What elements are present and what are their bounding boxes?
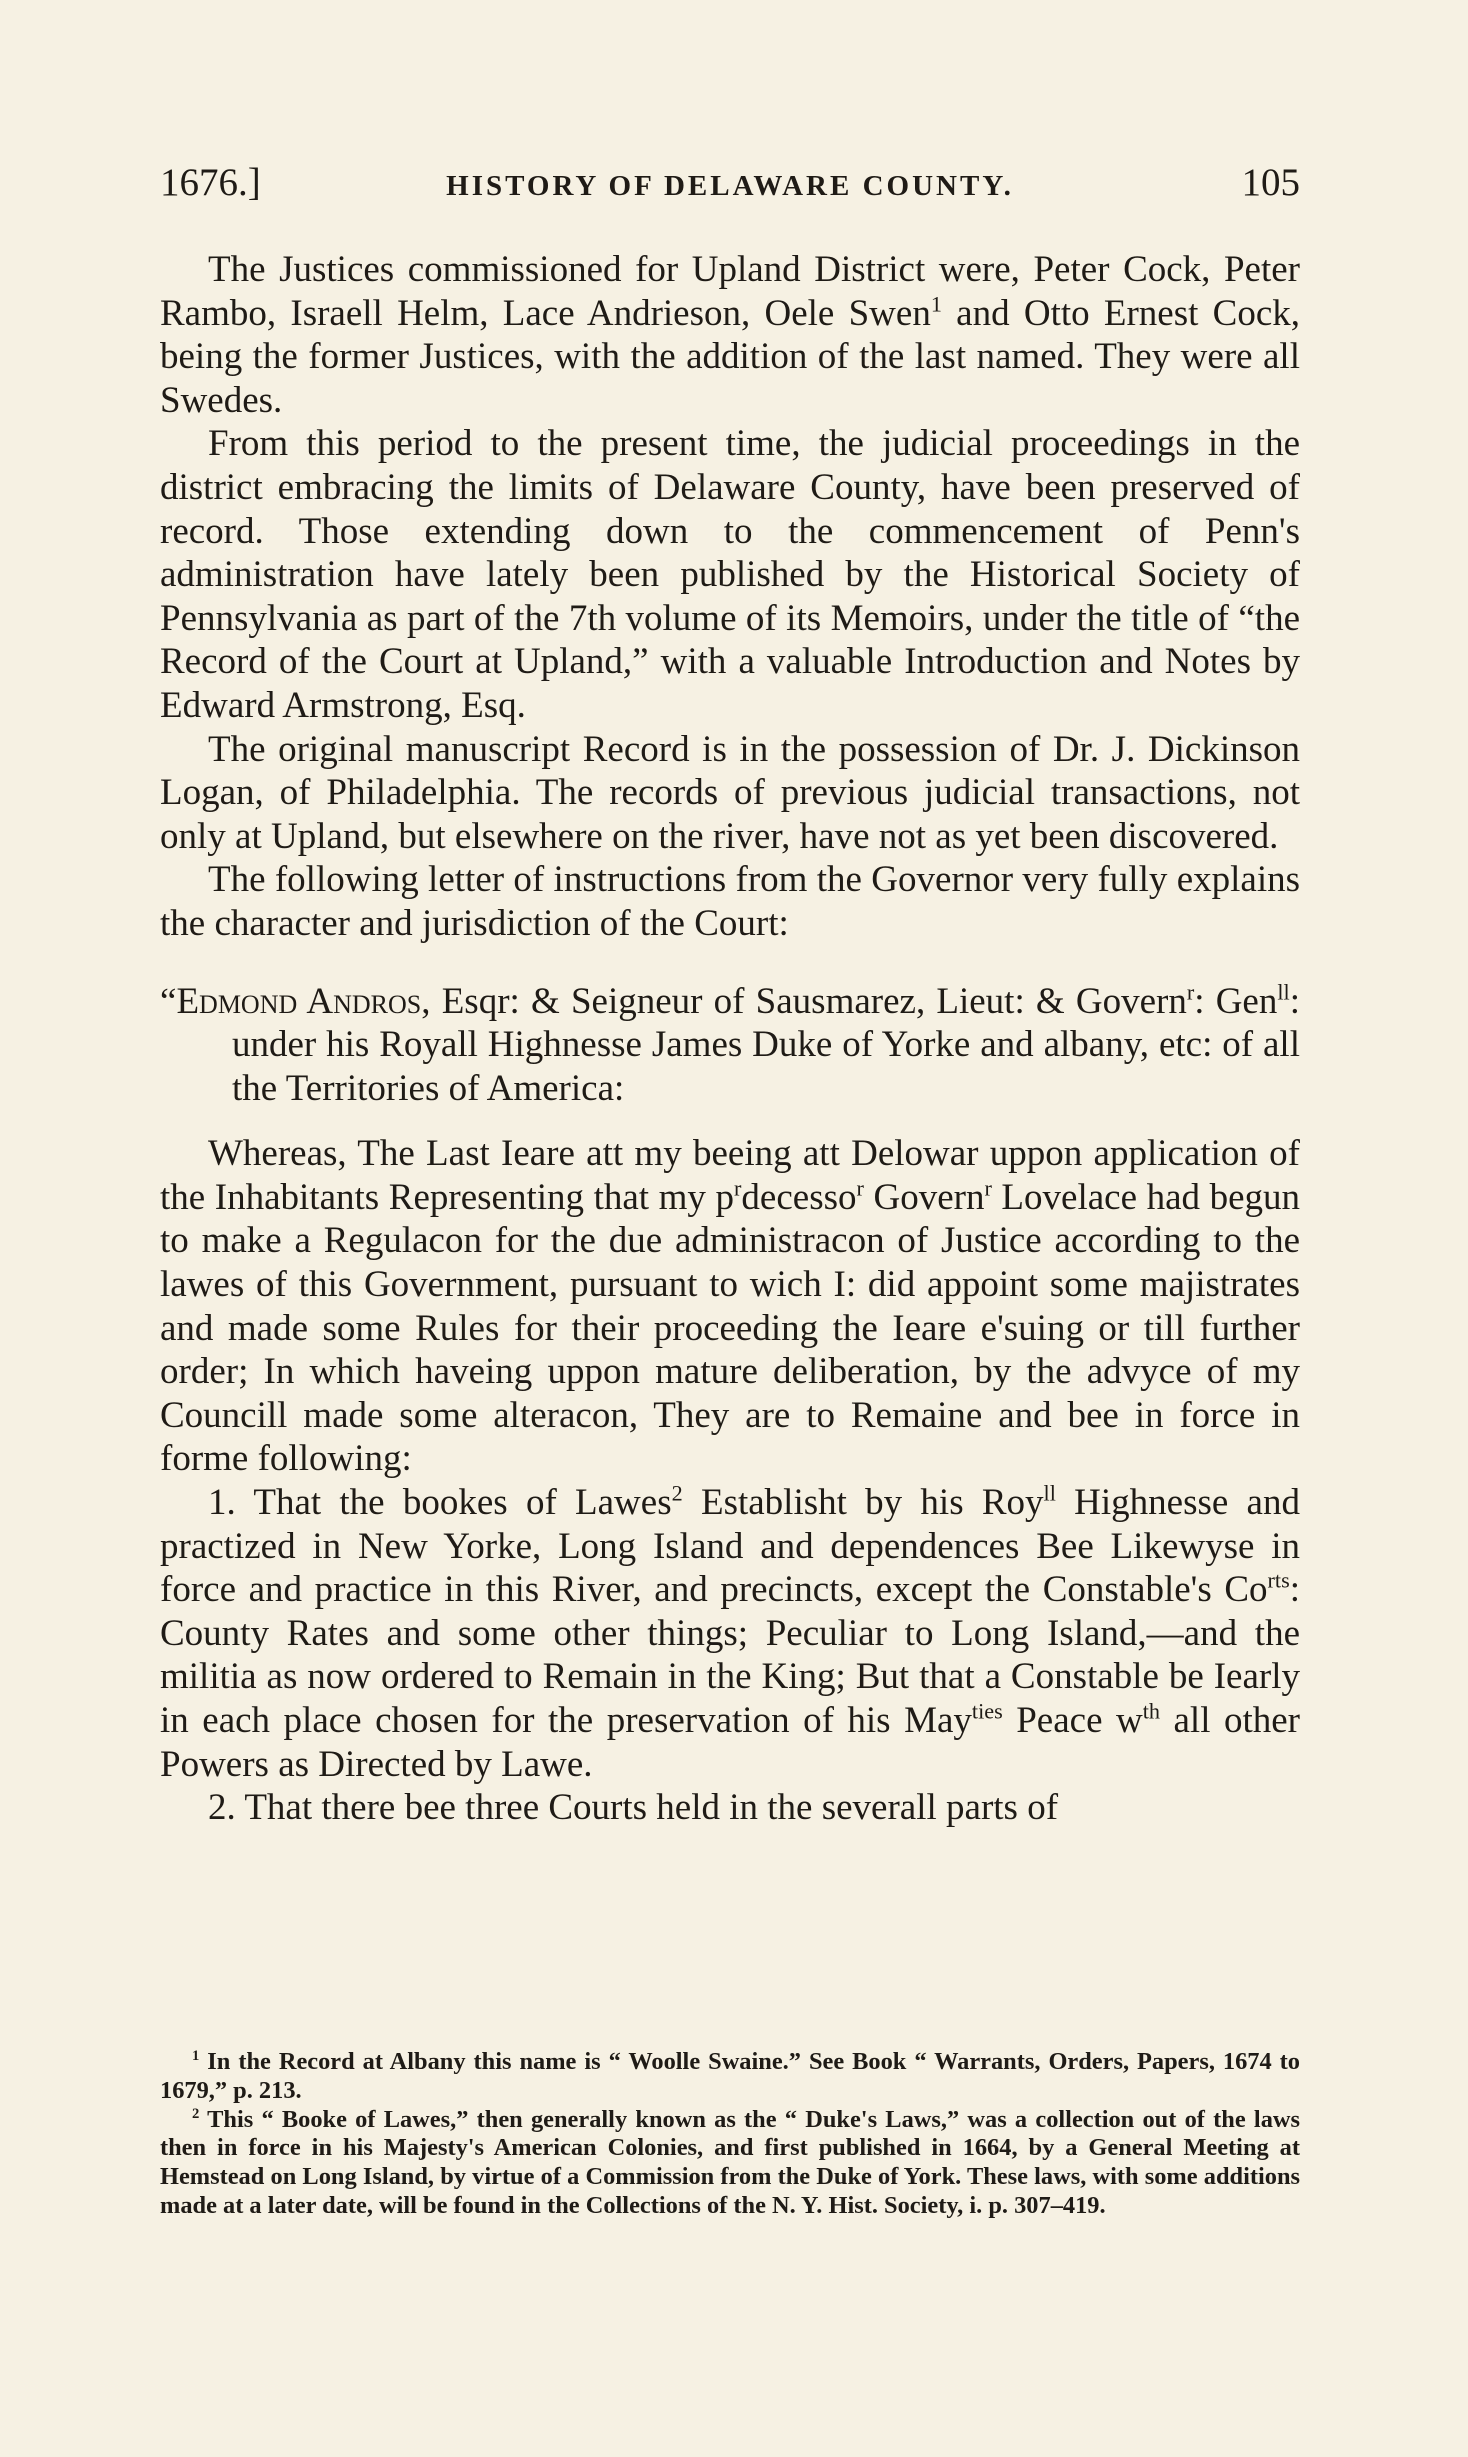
letter-text: 1. That the bookes of Lawes (208, 1482, 672, 1524)
footnote-ref: 2 (671, 1480, 683, 1506)
footnote-text: This “ Booke of Lawes,” then generally known as the “ Duke's Laws,” was a collection out of the laws then in force in his Majesty's American Colonies, and first published in 1664, by a General Meeting at Hemstead on Long Island, by virtue of a Commission from the Duke of York. These laws, with some additions made at a later date, will be found in the Collections of the N. Y. Hist. Society, i. p. 307–419. (160, 2105, 1300, 2219)
superscript: ties (971, 1698, 1003, 1724)
superscript: rts (1267, 1567, 1290, 1593)
letter-whereas (160, 1132, 1300, 1481)
superscript: r (1186, 979, 1195, 1005)
superscript: r (856, 1175, 864, 1201)
salutation-text: : under his Royall Highnesse James Duke of Yorke and albany, etc: of all the Territories of America: (232, 980, 1300, 1109)
header-year: 1676.] (160, 161, 261, 204)
footnote-ref: 1 (930, 291, 942, 317)
letter-text: Govern (863, 1176, 985, 1218)
paragraph-justices (160, 248, 1300, 422)
footnote-number: 1 (192, 2047, 200, 2064)
quote-mark: “ (160, 980, 177, 1022)
footnote-number: 2 (192, 2105, 200, 2122)
paragraph-manuscript: The original manuscript Record is in the possession of Dr. J. Dickinson Logan, of Philadelphia. The records of previous judicial transactions, not only at Upland, but elsewhere on the river, have not as yet been discovered. (160, 728, 1300, 857)
letter-item-1 (160, 1481, 1300, 1786)
letter-item-2: 2. That there bee three Courts held in the severall parts of (208, 1787, 1059, 1829)
superscript: ll (1277, 979, 1290, 1005)
letter-text: Lovelace had begun to make a Regulacon for the due administracon of Justice according to the lawes of this Government, pursuant to wich I: did appoint some majistrates and made some Rules for their proceeding the Ieare e'suing or till further order; In which haveing uppon mature deliberation, by the advyce of my Councill made some alteracon, They are to Remaine and bee in force in forme following: (160, 1176, 1301, 1480)
letter-text: Highnesse and practized in New Yorke, Long Island and dependences Bee Likewyse in force and practice in this River, and precincts, except the Constable's Co (160, 1482, 1300, 1611)
letter-salutation (160, 980, 1300, 1111)
superscript: r (984, 1175, 992, 1201)
paragraph-text: and Otto Ernest Cock, being the former Justices, with the addition of the last named. They were all Swedes. (160, 292, 1300, 421)
running-header (160, 160, 1300, 220)
paragraph-proceedings: From this period to the present time, the judicial proceedings in the district embracing the limits of Delaware County, have been preserved of record. Those extending down to the commencement of Penn's administration have lately been published by the Historical Society of Pennsylvania as part of the 7th volume of its Memoirs, under the title of “the Record of the Court at Upland,” with a valuable Introduction and Notes by Edward Armstrong, Esq. (160, 423, 1300, 726)
salutation-text: : Gen (1194, 980, 1278, 1022)
footnote-text: In the Record at Albany this name is “ Woolle Swaine.” See Book “ Warrants, Orders, Papers, 1674 to 1679,” p. 213. (160, 2048, 1300, 2104)
superscript: ll (1043, 1480, 1056, 1506)
main-text (160, 248, 1300, 1830)
letter-text: Peace w (1002, 1700, 1143, 1741)
paragraph-text: The Justices commissioned for Upland District were, Peter Cock, Peter Rambo, Israell Helm, Lace Andrieson, Oele Swen (160, 249, 1300, 334)
page-number: 105 (1241, 161, 1300, 204)
letter-text: Whereas, The Last Ieare att my beeing att Delowar uppon application of the Inhabitants Representing that my p (160, 1133, 1300, 1218)
header-title: HISTORY OF DELAWARE COUNTY. (446, 170, 1014, 202)
letter-text: : County Rates and some other things; Peculiar to Long Island,—and the militia as now ordered to Remain in the King; But that a Constable be Iearly in each place chosen for the preservation of his May (160, 1569, 1300, 1741)
footnote-1 (160, 2048, 1300, 2106)
paragraph-letter-intro: The following letter of instructions from the Governor very fully explains the character and jurisdiction of the Court: (160, 859, 1300, 944)
letter-text: all other Powers as Directed by Lawe. (160, 1700, 1300, 1785)
superscript: r (734, 1175, 742, 1201)
footnotes (160, 2048, 1300, 2221)
footnote-2 (160, 2106, 1300, 2221)
superscript: th (1142, 1698, 1160, 1724)
salutation-text: , Esqr: & Seigneur of Sausmarez, Lieut: & Govern (421, 980, 1187, 1022)
letter-text: Establisht by his Roy (682, 1482, 1044, 1524)
letter-text: decesso (741, 1176, 857, 1218)
governor-name: Edmond Andros (176, 980, 422, 1022)
